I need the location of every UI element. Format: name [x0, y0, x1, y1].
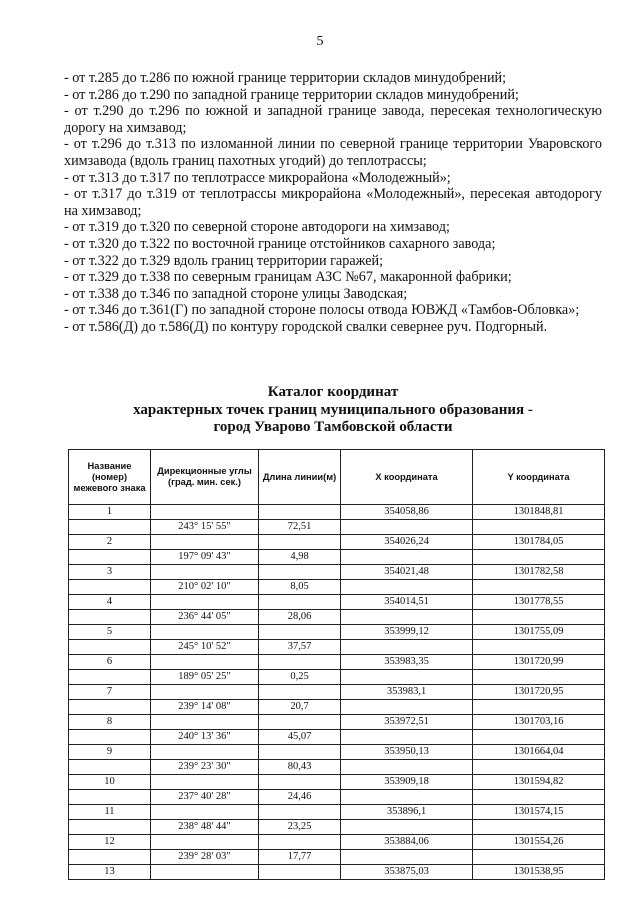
y-coordinate-cell: 1301720,99	[473, 655, 605, 670]
direction-angle-cell: 240° 13' 36"	[151, 730, 259, 745]
empty-cell	[341, 850, 473, 865]
point-name-cell: 4	[69, 595, 151, 610]
empty-cell	[341, 730, 473, 745]
empty-cell	[259, 685, 341, 700]
catalog-title-line: город Уварово Тамбовской области	[213, 419, 453, 435]
point-name-cell: 3	[69, 565, 151, 580]
line-length-cell: 8,05	[259, 580, 341, 595]
y-coordinate-cell: 1301755,09	[473, 625, 605, 640]
segment-row	[69, 580, 605, 595]
y-coordinate-cell: 1301784,05	[473, 535, 605, 550]
empty-cell	[151, 625, 259, 640]
empty-cell	[341, 790, 473, 805]
empty-cell	[69, 850, 151, 865]
empty-cell	[341, 610, 473, 625]
empty-cell	[473, 550, 605, 565]
empty-cell	[473, 730, 605, 745]
line-length-cell: 20,7	[259, 700, 341, 715]
route-line: - от т.313 до т.317 по теплотрассе микрорайона «Молодежный»;	[64, 169, 451, 186]
segment-row	[69, 820, 605, 835]
empty-cell	[259, 715, 341, 730]
line-length-cell: 0,25	[259, 670, 341, 685]
point-row	[69, 655, 605, 670]
empty-cell	[69, 700, 151, 715]
line-length-cell: 45,07	[259, 730, 341, 745]
empty-cell	[341, 550, 473, 565]
x-coordinate-cell: 354021,48	[341, 565, 473, 580]
empty-cell	[151, 505, 259, 520]
x-coordinate-cell: 353875,03	[341, 865, 473, 880]
y-coordinate-cell: 1301778,55	[473, 595, 605, 610]
empty-cell	[259, 625, 341, 640]
empty-cell	[259, 835, 341, 850]
direction-angle-cell: 239° 28' 03"	[151, 850, 259, 865]
catalog-title-line: характерных точек границ муниципального образования -	[133, 401, 533, 418]
point-name-cell: 6	[69, 655, 151, 670]
empty-cell	[473, 580, 605, 595]
coordinates-table-body	[69, 505, 605, 880]
empty-cell	[151, 745, 259, 760]
empty-cell	[151, 865, 259, 880]
segment-row	[69, 850, 605, 865]
line-length-cell: 72,51	[259, 520, 341, 535]
x-coordinate-cell: 353950,13	[341, 745, 473, 760]
segment-row	[69, 700, 605, 715]
empty-cell	[473, 520, 605, 535]
point-name-cell: 13	[69, 865, 151, 880]
empty-cell	[341, 670, 473, 685]
y-coordinate-cell: 1301782,58	[473, 565, 605, 580]
route-line: - от т.586(Д) до т.586(Д) по контуру городской свалки севернее руч. Подгорный.	[64, 318, 548, 335]
route-line: - от т.285 до т.286 по южной границе территории складов минудобрений;	[64, 70, 507, 86]
empty-cell	[473, 820, 605, 835]
route-line: - от т.322 до т.329 вдоль границ территории гаражей;	[64, 252, 384, 269]
page-number: 5	[316, 34, 324, 49]
segment-row	[69, 550, 605, 565]
route-line: - от т.346 до т.361(Г) по западной стороне полосы отвода ЮВЖД «Тамбов-Обловка»;	[64, 302, 580, 319]
point-row	[69, 595, 605, 610]
line-length-cell: 17,77	[259, 850, 341, 865]
segment-row	[69, 790, 605, 805]
empty-cell	[151, 655, 259, 670]
point-row	[69, 745, 605, 760]
empty-cell	[151, 685, 259, 700]
route-line: - от т.320 до т.322 по восточной границе отстойников сахарного завода;	[64, 235, 496, 252]
line-length-cell: 80,43	[259, 760, 341, 775]
route-line: - от т.338 до т.346 по западной стороне улицы Заводская;	[64, 285, 408, 302]
segment-row	[69, 640, 605, 655]
empty-cell	[69, 610, 151, 625]
line-length-cell: 23,25	[259, 820, 341, 835]
point-name-cell: 2	[69, 535, 151, 550]
y-coordinate-cell: 1301703,16	[473, 715, 605, 730]
table-header-row	[69, 450, 605, 505]
empty-cell	[151, 595, 259, 610]
y-coordinate-cell: 1301538,95	[473, 865, 605, 880]
empty-cell	[259, 805, 341, 820]
empty-cell	[341, 760, 473, 775]
segment-row	[69, 730, 605, 745]
empty-cell	[341, 700, 473, 715]
x-coordinate-cell: 353909,18	[341, 775, 473, 790]
point-row	[69, 775, 605, 790]
empty-cell	[69, 730, 151, 745]
empty-cell	[259, 535, 341, 550]
x-coordinate-cell: 353896,1	[341, 805, 473, 820]
empty-cell	[151, 715, 259, 730]
catalog-title-line: Каталог координат	[267, 384, 399, 400]
point-row	[69, 505, 605, 520]
line-length-cell: 37,57	[259, 640, 341, 655]
y-coordinate-cell: 1301554,26	[473, 835, 605, 850]
point-row	[69, 625, 605, 640]
point-row	[69, 865, 605, 880]
y-coordinate-cell: 1301664,04	[473, 745, 605, 760]
direction-angle-cell: 238° 48' 44"	[151, 820, 259, 835]
y-coordinate-cell: 1301594,82	[473, 775, 605, 790]
x-coordinate-cell: 353972,51	[341, 715, 473, 730]
point-name-cell: 9	[69, 745, 151, 760]
header-line-length: Длина линии(м)	[259, 450, 341, 505]
header-direction-angle: Дирекционные углы (град. мин. сек.)	[151, 450, 259, 505]
coordinates-table	[68, 449, 605, 880]
route-line: - от т.296 до т.313 по изломанной линии по северной границе территории Уваровского химзавода (вдоль границ пахотных угодий) до теплотрассы;	[64, 136, 602, 169]
segment-row	[69, 760, 605, 775]
x-coordinate-cell: 354058,86	[341, 505, 473, 520]
direction-angle-cell: 239° 23' 30"	[151, 760, 259, 775]
empty-cell	[151, 775, 259, 790]
empty-cell	[473, 610, 605, 625]
route-line: - от т.329 до т.338 по северным границам АЗС №67, макаронной фабрики;	[64, 269, 512, 286]
empty-cell	[473, 790, 605, 805]
empty-cell	[151, 565, 259, 580]
x-coordinate-cell: 354026,24	[341, 535, 473, 550]
empty-cell	[69, 520, 151, 535]
empty-cell	[259, 865, 341, 880]
x-coordinate-cell: 353884,06	[341, 835, 473, 850]
empty-cell	[341, 520, 473, 535]
empty-cell	[69, 790, 151, 805]
empty-cell	[69, 670, 151, 685]
y-coordinate-cell: 1301720,95	[473, 685, 605, 700]
empty-cell	[473, 700, 605, 715]
empty-cell	[259, 745, 341, 760]
x-coordinate-cell: 354014,51	[341, 595, 473, 610]
empty-cell	[259, 775, 341, 790]
catalog-title	[64, 384, 602, 437]
direction-angle-cell: 236° 44' 05"	[151, 610, 259, 625]
header-x-coordinate: X координата	[341, 450, 473, 505]
line-length-cell: 28,06	[259, 610, 341, 625]
x-coordinate-cell: 353999,12	[341, 625, 473, 640]
direction-angle-cell: 197° 09' 43"	[151, 550, 259, 565]
empty-cell	[69, 580, 151, 595]
point-row	[69, 535, 605, 550]
segment-row	[69, 520, 605, 535]
empty-cell	[473, 850, 605, 865]
point-name-cell: 5	[69, 625, 151, 640]
x-coordinate-cell: 353983,1	[341, 685, 473, 700]
empty-cell	[341, 640, 473, 655]
route-line: - от т.286 до т.290 по западной границе территории складов минудобрений;	[64, 86, 519, 103]
segment-row	[69, 610, 605, 625]
empty-cell	[69, 820, 151, 835]
header-point-name: Название (номер) межевого знака	[69, 450, 151, 505]
point-name-cell: 7	[69, 685, 151, 700]
empty-cell	[69, 640, 151, 655]
empty-cell	[259, 655, 341, 670]
point-name-cell: 1	[69, 505, 151, 520]
point-name-cell: 12	[69, 835, 151, 850]
empty-cell	[69, 760, 151, 775]
route-line: - от т.319 до т.320 по северной стороне автодороги на химзавод;	[64, 219, 450, 236]
point-row	[69, 835, 605, 850]
empty-cell	[473, 670, 605, 685]
empty-cell	[259, 595, 341, 610]
route-line: - от т.290 до т.296 по южной и западной границе завода, пересекая технологическую дорогу на химзавод;	[64, 103, 602, 136]
direction-angle-cell: 243° 15' 55"	[151, 520, 259, 535]
point-row	[69, 805, 605, 820]
empty-cell	[473, 760, 605, 775]
direction-angle-cell: 189° 05' 25"	[151, 670, 259, 685]
segment-row	[69, 670, 605, 685]
line-length-cell: 4,98	[259, 550, 341, 565]
empty-cell	[259, 565, 341, 580]
empty-cell	[341, 580, 473, 595]
direction-angle-cell: 237° 40' 28"	[151, 790, 259, 805]
boundary-route-list	[64, 70, 602, 336]
line-length-cell: 24,46	[259, 790, 341, 805]
direction-angle-cell: 245° 10' 52"	[151, 640, 259, 655]
point-name-cell: 11	[69, 805, 151, 820]
empty-cell	[473, 640, 605, 655]
y-coordinate-cell: 1301574,15	[473, 805, 605, 820]
direction-angle-cell: 210° 02' 10"	[151, 580, 259, 595]
point-row	[69, 715, 605, 730]
route-line: - от т.317 до т.319 от теплотрассы микрорайона «Молодежный», пересекая автодорогу на химзавод;	[64, 186, 602, 219]
empty-cell	[151, 805, 259, 820]
x-coordinate-cell: 353983,35	[341, 655, 473, 670]
point-name-cell: 10	[69, 775, 151, 790]
y-coordinate-cell: 1301848,81	[473, 505, 605, 520]
empty-cell	[151, 535, 259, 550]
point-row	[69, 565, 605, 580]
empty-cell	[69, 550, 151, 565]
empty-cell	[151, 835, 259, 850]
header-y-coordinate: Y координата	[473, 450, 605, 505]
direction-angle-cell: 239° 14' 08"	[151, 700, 259, 715]
empty-cell	[341, 820, 473, 835]
point-row	[69, 685, 605, 700]
empty-cell	[259, 505, 341, 520]
point-name-cell: 8	[69, 715, 151, 730]
